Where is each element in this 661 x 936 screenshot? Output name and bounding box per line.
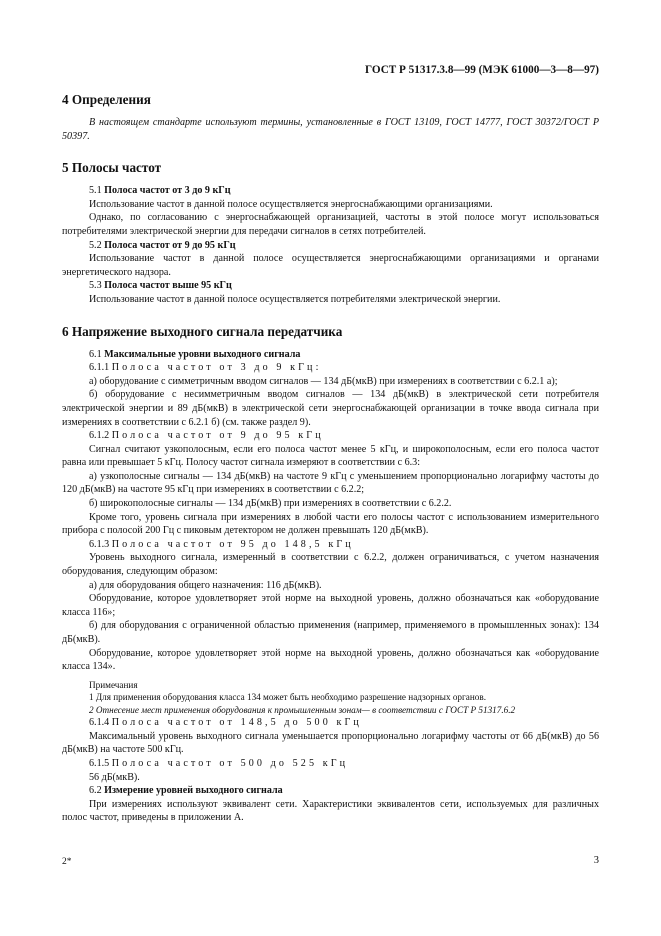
clause-6-1-4-number: 6.1.4 [89, 717, 110, 729]
paragraph: Использование частот в данной полосе осуществляется энергоснабжающими организациями и органами энергетического надзора. [62, 253, 599, 278]
subsection-5-3-number: 5.3 [89, 280, 102, 292]
clause-6-1-5-number: 6.1.5 [89, 758, 110, 770]
subsection-6-2-heading [62, 784, 599, 798]
list-item: б) широкополосные сигналы — 134 дБ(мкВ) при измерениях в соответствии с 6.2.2. [89, 498, 452, 510]
signature-mark: 2* [62, 857, 72, 867]
list-item: а) узкополосные сигналы — 134 дБ(мкВ) на частоте 9 кГц с уменьшением пропорционально логарифму частоты до 120 дБ(мкВ) на частоте 95 кГц при измерениях в соответствии с 6.2.2; [62, 470, 599, 496]
subsection-6-1-number: 6.1 [89, 348, 102, 360]
clause-6-1-1-title: Полоса частот от 3 до 9 кГц: [111, 362, 322, 374]
subsection-6-2-number: 6.2 [89, 785, 102, 797]
page-content [62, 92, 599, 825]
paragraph: Использование частот в данной полосе осуществляется энергоснабжающими организациями. [89, 198, 493, 210]
subsection-5-1-number: 5.1 [89, 185, 102, 197]
subsection-6-1-heading [62, 348, 599, 362]
paragraph: Использование частот в данной полосе осуществляется потребителями электрической энергии. [89, 293, 501, 305]
paragraph: Оборудование, которое удовлетворяет этой норме на выходной уровень, должно обозначаться как «оборудование класса 116»; [62, 593, 599, 618]
clause-6-1-3-heading [62, 538, 599, 552]
clause-6-1-3-title: Полоса частот от 95 до 148,5 кГц [111, 538, 354, 550]
clause-6-1-5-title: Полоса частот от 500 до 525 кГц [111, 758, 349, 770]
paragraph: Уровень выходного сигнала, измеренный в соответствии с 6.2.2, должен ограничиваться, с учетом назначения оборудования, следующим образом: [62, 552, 599, 578]
standard-header: ГОСТ Р 51317.3.8—99 (МЭК 61000—3—8—97) [365, 64, 599, 76]
subsection-5-1-title: Полоса частот от 3 до 9 кГц [104, 185, 231, 197]
paragraph: 56 дБ(мкВ). [89, 771, 140, 783]
subsection-5-3-heading [62, 279, 599, 293]
paragraph: Сигнал считают узкополосным, если его полоса частот менее 5 кГц, и широкополосным, если его полоса частот равна или превышает 5 кГц. Полосу частот сигнала измеряют в соответствии с 6.3: [62, 443, 599, 469]
clause-6-1-4-title: Полоса частот от 148,5 до 500 кГц [111, 717, 362, 729]
clause-6-1-4-heading [62, 716, 599, 730]
subsection-5-3-title: Полоса частот выше 95 кГц [104, 280, 232, 292]
section-5-heading: 5 Полосы частот [62, 160, 162, 176]
note-2: 2 Отнесение мест применения оборудования к промышленным зонам— в соответствии с ГОСТ Р 51317.6.2 [89, 704, 516, 715]
notes-title: Примечания [89, 679, 138, 690]
list-item: а) для оборудования общего назначения: 116 дБ(мкВ). [89, 579, 322, 591]
paragraph: При измерениях используют эквивалент сети. Характеристики эквивалентов сети, используемых для различных полос частот, приведены в приложении А. [62, 798, 599, 824]
clause-6-1-1-number: 6.1.1 [89, 362, 110, 374]
list-item: б) оборудование с несимметричным вводом сигналов — 134 дБ(мкВ) в электрической сети потребителя электрической энергии и 89 дБ(мкВ) в электрической сети энергоснабжающей организации в точке ввода сигнала при измерениях в соответствии с 6.2.1 б) (см. также раздел 9). [62, 389, 599, 428]
paragraph: Оборудование, которое удовлетворяет этой норме на выходной уровень, должно обозначаться как «оборудование класса 134». [62, 647, 599, 673]
clause-6-1-2-heading [62, 429, 599, 443]
section-6-heading: 6 Напряжение выходного сигнала передатчика [62, 323, 343, 339]
paragraph: Кроме того, уровень сигнала при измерениях в любой части его полосы частот с использованием измерительного прибора с полосой 200 Гц с пиковым детектором не должен превышать 120 дБ(мкВ). [62, 511, 599, 537]
section-4-heading: 4 Определения [62, 92, 151, 107]
subsection-5-2-title: Полоса частот от 9 до 95 кГц [104, 239, 236, 251]
paragraph: Максимальный уровень выходного сигнала уменьшается пропорционально логарифму частоты от 66 дБ(мкВ) до 56 дБ(мкВ) на частоте 500 кГц. [62, 730, 599, 756]
subsection-6-2-title: Измерение уровней выходного сигнала [104, 785, 283, 797]
clause-6-1-5-heading [62, 757, 599, 771]
section-4-text: В настоящем стандарте используют термины, установленные в ГОСТ 13109, ГОСТ 14777, ГОСТ 30372/ГОСТ Р 50397. [62, 117, 599, 142]
clause-6-1-3-number: 6.1.3 [89, 538, 110, 550]
subsection-5-2-number: 5.2 [89, 239, 102, 251]
clause-6-1-2-number: 6.1.2 [89, 430, 110, 442]
list-item: б) для оборудования с ограниченной областью применения (например, применяемого в промышленных зонах): 134 дБ(мкВ). [62, 620, 599, 645]
page-number: 3 [593, 855, 599, 866]
clause-6-1-2-title: Полоса частот от 9 до 95 кГц [111, 430, 324, 442]
subsection-6-1-title: Максимальные уровни выходного сигнала [104, 348, 301, 360]
subsection-5-2-heading [62, 239, 599, 253]
clause-6-1-1-heading [62, 361, 599, 375]
subsection-5-1-heading [62, 184, 599, 198]
note-1: 1 Для применения оборудования класса 134 может быть необходимо разрешение надзорных органов. [89, 692, 487, 703]
list-item: а) оборудование с симметричным вводом сигналов — 134 дБ(мкВ) при измерениях в соответствии с 6.2.1 а); [89, 375, 558, 387]
paragraph: Однако, по согласованию с энергоснабжающей организацией, частоты в этой полосе могут использоваться потребителями электрической энергии для передачи сигналов в сетях потребителей. [62, 212, 599, 237]
